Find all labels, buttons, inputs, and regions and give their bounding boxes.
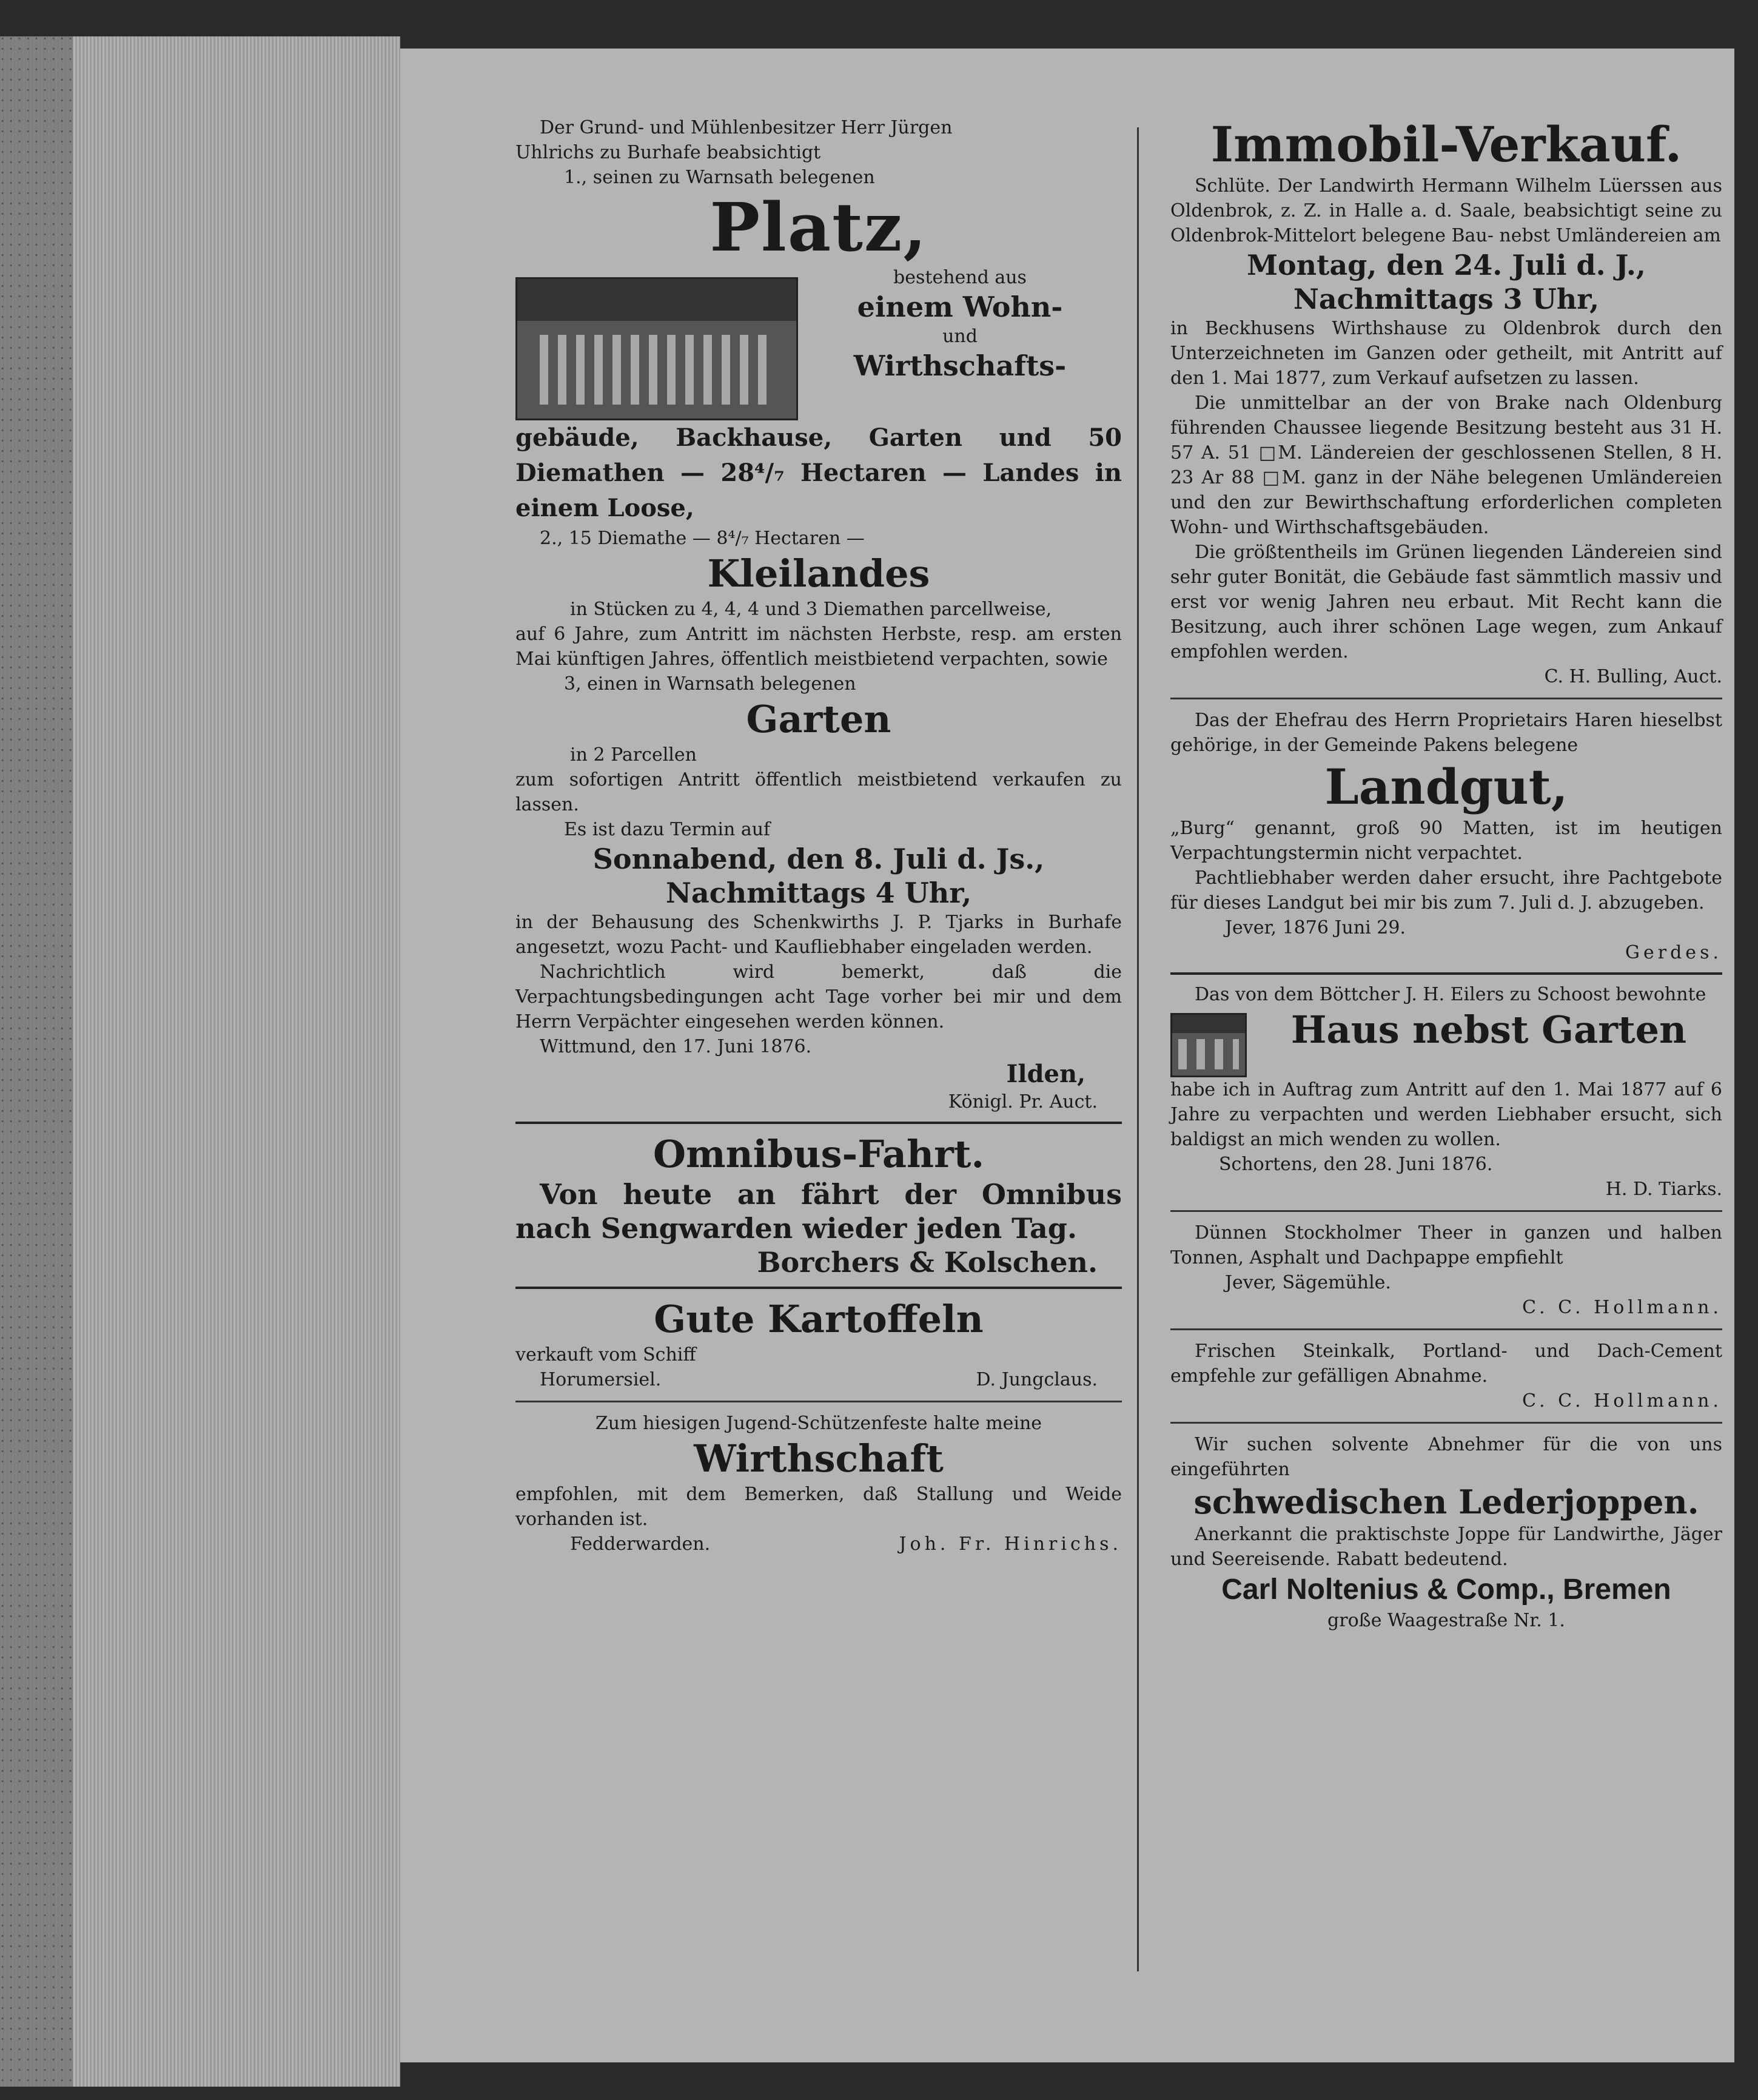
jahre: auf 6 Jahre, zum Antritt im nächsten Herbste, resp. am ersten Mai künftigen Jahres, öffentlich meistbietend verpachten, sowie [515, 624, 1122, 670]
sofort: zum sofortigen Antritt öffentlich meistbietend verkaufen zu lassen. [515, 769, 1122, 815]
column-divider [1137, 127, 1139, 1971]
haus-signature: H. D. Tiarks. [1605, 1179, 1722, 1200]
signature-title: Königl. Pr. Auct. [948, 1091, 1098, 1112]
kartoffeln-place: Horumersiel. [540, 1369, 662, 1390]
wohn: einem Wohn- [857, 291, 1063, 323]
headline-platz: Platz, [710, 188, 928, 266]
auction-date: Sonnabend, den 8. Juli d. Js., [592, 843, 1045, 875]
right-column [1170, 115, 1722, 1633]
termin: Es ist dazu Termin auf [564, 819, 771, 840]
item-1: 1., seinen zu Warnsath belegenen [564, 167, 875, 188]
separator [1170, 1328, 1722, 1330]
item-2: 2., 15 Diemathe — 8⁴/₇ Hectaren — [540, 528, 865, 549]
item-3: 3, einen in Warnsath belegenen [564, 673, 856, 695]
separator [515, 1287, 1122, 1289]
headline-haus: Haus nebst Garten [1290, 1008, 1687, 1052]
gebaeude-text: gebäude, Backhause, Garten und 50 Diemathen — 28⁴/₇ Hectaren — Landes in einem Loose, [515, 423, 1122, 522]
ad-haus [1170, 982, 1722, 1202]
wirthschaft-place: Fedderwarden. [570, 1533, 711, 1555]
separator [515, 1122, 1122, 1124]
ad-immobil [1170, 115, 1722, 689]
ad-steinkalk [1170, 1339, 1722, 1413]
firm-address: große Waagestraße Nr. 1. [1327, 1610, 1565, 1631]
landgut-signature: Gerdes. [1625, 942, 1722, 963]
und: und [942, 326, 978, 347]
wirthschaft-intro: Zum hiesigen Jugend-Schützenfeste halte meine [595, 1413, 1042, 1434]
ad-landgut [1170, 708, 1722, 965]
auction-time: Nachmittags 4 Uhr, [665, 877, 972, 909]
immobil-date: Montag, den 24. Juli d. J., [1247, 249, 1646, 281]
haus-body: habe ich in Auftrag zum Antritt auf den 1. Mai 1877 auf 6 Jahre zu verpachten und werden Liebhaber ersucht, sich baldigst an mich wenden zu wollen. [1170, 1079, 1722, 1150]
immobil-body-1: Schlüte. Der Landwirth Hermann Wilhelm Lüerssen aus Oldenbrok, z. Z. in Halle a. d. Saale, beabsichtigt seine zu Oldenbrok-Mittelort belegene Bau- nebst Umländereien am [1170, 175, 1722, 246]
immobil-body-3: Die unmittelbar an der von Brake nach Oldenburg führenden Chaussee liegende Besitzung besteht aus 31 H. 57 A. 51 □M. Ländereien der geschlossenen Stellen, 8 H. 23 Ar 88 □M. ganz in der Nähe belegenen Umländereien und den zur Bewirthschaftung erforderlichen completen Wohn- und Wirthschaftsgebäuden. [1170, 392, 1722, 538]
book-page-edges [0, 36, 400, 2087]
omnibus-signature: Borchers & Kolschen. [757, 1246, 1098, 1279]
kartoffeln-body: verkauft vom Schiff [515, 1344, 696, 1365]
landgut-place-date: Jever, 1876 Juni 29. [1225, 917, 1406, 938]
immobil-signature: C. H. Bulling, Auct. [1544, 666, 1722, 687]
landgut-body-1: „Burg“ genannt, groß 90 Matten, ist im heutigen Verpachtungstermin nicht verpachtet. [1170, 818, 1722, 864]
headline-wirthschaft: Wirthschaft [694, 1436, 944, 1481]
lederjoppen-body: Anerkannt die praktischste Joppe für Landwirthe, Jäger und Seereisende. Rabatt bedeutend. [1170, 1524, 1722, 1570]
wirthschaft-signature: Joh. Fr. Hinrichs. [899, 1533, 1122, 1555]
ad-kartoffeln [515, 1296, 1122, 1392]
building-illustration-icon [515, 277, 798, 420]
newspaper-page [400, 49, 1734, 2062]
stuecken: in Stücken zu 4, 4, 4 und 3 Diemathen parcellweise, [570, 599, 1052, 620]
bestehend: bestehend aus [893, 267, 1027, 288]
ad-lederjoppen [1170, 1432, 1722, 1633]
ad-omnibus [515, 1131, 1122, 1279]
behausung: in der Behausung des Schenkwirths J. P. Tjarks in Burhafe angesetzt, wozu Pacht- und Kaufliebhaber eingeladen werden. [515, 912, 1122, 958]
left-column [515, 115, 1122, 1556]
headline-lederjoppen: schwedischen Lederjoppen. [1193, 1482, 1699, 1521]
wirthschaft-body: empfohlen, mit dem Bemerken, daß Stallung und Weide vorhanden ist. [515, 1484, 1122, 1530]
immobil-body-2: in Beckhusens Wirthshause zu Oldenbrok durch den Unterzeichneten im Ganzen oder getheilt, mit Antritt auf den 1. Mai 1877, zum Verkauf aufsetzen zu lassen. [1170, 318, 1722, 389]
immobil-body-4: Die größtentheils im Grünen liegenden Ländereien sind sehr guter Bonität, die Gebäude fast sämmtlich massiv und erst vor wenig Jahren neu erbaut. Mit Recht kann die Besitzung, auch ihrer schönen Lage wegen, zum Ankauf empfohlen werden. [1170, 542, 1722, 662]
theer-signature: C. C. Hollmann. [1522, 1297, 1722, 1318]
separator [1170, 698, 1722, 699]
headline-kartoffeln: Gute Kartoffeln [654, 1297, 984, 1341]
firm-name: Carl Noltenius & Comp., Bremen [1221, 1573, 1671, 1606]
ad-theer [1170, 1220, 1722, 1320]
landgut-body-2: Pachtliebhaber werden daher ersucht, ihre Pachtgebote für dieses Landgut bei mir bis zum 7. Juli d. J. abzugeben. [1170, 867, 1722, 914]
separator [1170, 972, 1722, 975]
wirthschafts: Wirthschafts- [853, 349, 1067, 382]
haus-intro: Das von dem Böttcher J. H. Eilers zu Schoost bewohnte [1195, 984, 1706, 1005]
separator [1170, 1210, 1722, 1212]
building-block [515, 265, 1122, 420]
steinkalk-body: Frischen Steinkalk, Portland- und Dach-Cement empfehle zur gefälligen Abnahme. [1170, 1341, 1722, 1387]
nachricht: Nachrichtlich wird bemerkt, daß die Verpachtungsbedingungen acht Tage vorher bei mir und dem Herrn Verpächter eingesehen werden können. [515, 961, 1122, 1032]
omnibus-body: Von heute an fährt der Omnibus nach Sengwarden wieder jeden Tag. [515, 1178, 1122, 1245]
ad-platz [515, 115, 1122, 1114]
theer-body: Dünnen Stockholmer Theer in ganzen und halben Tonnen, Asphalt und Dachpappe empfiehlt [1170, 1222, 1722, 1268]
theer-place: Jever, Sägemühle. [1225, 1272, 1391, 1293]
ad-intro: Uhlrichs zu Burhafe beabsichtigt [515, 142, 821, 163]
headline-omnibus: Omnibus-Fahrt. [653, 1132, 985, 1176]
headline-kleilandes: Kleilandes [707, 551, 930, 596]
haus-place-date: Schortens, den 28. Juni 1876. [1219, 1154, 1493, 1175]
steinkalk-signature: C. C. Hollmann. [1522, 1390, 1722, 1412]
signature-name: Ilden, [1006, 1060, 1085, 1088]
headline-landgut: Landgut, [1324, 758, 1568, 815]
lederjoppen-intro: Wir suchen solvente Abnehmer für die von uns eingeführten [1170, 1434, 1722, 1480]
landgut-intro: Das der Ehefrau des Herrn Proprietairs Haren hieselbst gehörige, in der Gemeinde Pakens belegene [1170, 710, 1722, 756]
kartoffeln-signature: D. Jungclaus. [976, 1369, 1098, 1390]
ad-wirthschaft [515, 1411, 1122, 1556]
separator [1170, 1422, 1722, 1424]
parcellen: in 2 Parcellen [570, 744, 697, 766]
place-date: Wittmund, den 17. Juni 1876. [540, 1036, 812, 1057]
house-icon [1170, 1013, 1247, 1077]
headline-immobil: Immobil-Verkauf. [1210, 116, 1682, 173]
separator [515, 1401, 1122, 1402]
immobil-time: Nachmittags 3 Uhr, [1293, 283, 1600, 315]
ad-intro: Der Grund- und Mühlenbesitzer Herr Jürgen [540, 117, 953, 138]
headline-garten: Garten [746, 697, 891, 741]
